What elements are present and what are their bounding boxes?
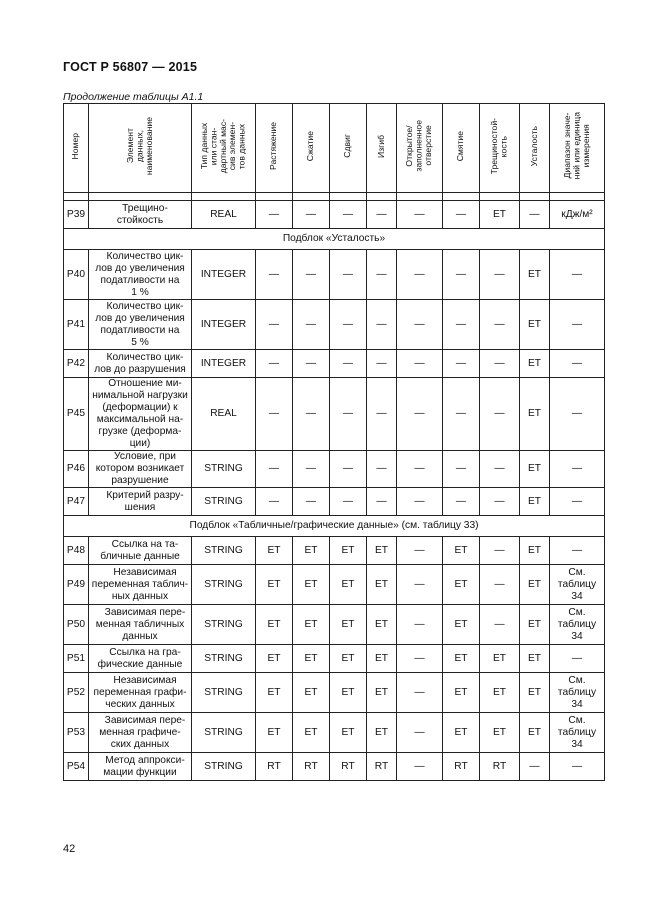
row-number: P53 [64, 713, 89, 753]
property-cell: ET [367, 565, 397, 605]
value-range: — [550, 378, 605, 451]
property-cell: — [397, 451, 443, 488]
property-cell: — [256, 378, 293, 451]
spacer-cell [64, 193, 89, 201]
property-cell: ET [520, 605, 550, 645]
row-number: P42 [64, 350, 89, 378]
subblock-title: Подблок «Табличные/графические данные» (см. таблицу 33) [64, 516, 605, 537]
column-header [397, 104, 443, 193]
column-header-label: Номер [70, 132, 81, 160]
element-name: Ссылка на гра- фические данные [97, 646, 183, 670]
property-cell: — [367, 488, 397, 516]
property-cell: ET [293, 713, 330, 753]
property-cell: RT [256, 753, 293, 781]
table-row [64, 673, 605, 713]
property-cell: ET [480, 713, 520, 753]
requirements-table [63, 103, 605, 781]
property-cell: ET [293, 673, 330, 713]
property-cell: — [443, 201, 480, 229]
property-cell: ET [256, 537, 293, 565]
property-cell: — [256, 250, 293, 300]
property-cell: ET [520, 300, 550, 350]
value-range: — [550, 250, 605, 300]
table-row [64, 488, 605, 516]
value-range: — [550, 753, 605, 781]
data-type: STRING [192, 537, 256, 565]
table-row [64, 451, 605, 488]
row-number: P40 [64, 250, 89, 300]
property-cell: ET [520, 350, 550, 378]
data-type: STRING [192, 673, 256, 713]
column-header [330, 104, 367, 193]
spacer-cell [397, 193, 443, 201]
spacer-cell [192, 193, 256, 201]
data-type: STRING [192, 451, 256, 488]
property-cell: ET [520, 451, 550, 488]
column-header-label: Диапазон значе- ний или единица измерения [561, 112, 591, 180]
property-cell: — [480, 451, 520, 488]
data-type: STRING [192, 488, 256, 516]
row-number: P45 [64, 378, 89, 451]
element-name: Зависимая пере- менная графиче- ских данных [99, 714, 186, 750]
property-cell: — [330, 201, 367, 229]
property-cell: — [480, 605, 520, 645]
property-cell: — [397, 713, 443, 753]
property-cell: ET [330, 713, 367, 753]
value-range: См. таблицу 34 [550, 565, 605, 605]
property-cell: — [367, 378, 397, 451]
property-cell: — [256, 300, 293, 350]
property-cell: RT [330, 753, 367, 781]
property-cell: ET [330, 537, 367, 565]
row-number: P51 [64, 645, 89, 673]
property-cell: — [367, 250, 397, 300]
property-cell: — [480, 378, 520, 451]
property-cell: ET [293, 645, 330, 673]
property-cell: RT [443, 753, 480, 781]
property-cell: — [256, 350, 293, 378]
column-header [192, 104, 256, 193]
element-name: Количество цик- лов до увеличения податливости на 5 % [95, 300, 185, 348]
property-cell: ET [443, 645, 480, 673]
table-row [64, 645, 605, 673]
property-cell: ET [367, 645, 397, 673]
value-range: См. таблицу 34 [550, 605, 605, 645]
property-cell: — [480, 300, 520, 350]
element-name-cell [89, 565, 192, 605]
property-cell: RT [293, 753, 330, 781]
property-cell: — [443, 378, 480, 451]
page-number: 42 [63, 843, 76, 855]
property-cell: ET [256, 645, 293, 673]
table-row [64, 753, 605, 781]
property-cell: ET [256, 565, 293, 605]
property-cell: — [443, 300, 480, 350]
header-spacer-row [64, 193, 605, 201]
property-cell: — [397, 250, 443, 300]
property-cell: ET [480, 673, 520, 713]
value-range: — [550, 488, 605, 516]
row-number: P46 [64, 451, 89, 488]
document-header: ГОСТ Р 56807 — 2015 [63, 60, 198, 74]
data-type: STRING [192, 645, 256, 673]
subblock-title: Подблок «Усталость» [64, 229, 605, 250]
row-number: P52 [64, 673, 89, 713]
property-cell: — [293, 300, 330, 350]
column-header [550, 104, 605, 193]
property-cell: — [397, 673, 443, 713]
element-name: Независимая переменная графи- ческих данных [93, 674, 187, 710]
column-header-label: Усталость [528, 125, 539, 167]
property-cell: ET [256, 673, 293, 713]
column-header-label: Смятие [455, 130, 466, 162]
element-name: Критерий разру- шения [106, 489, 184, 513]
element-name-cell [89, 645, 192, 673]
property-cell: — [443, 488, 480, 516]
element-name-cell [89, 300, 192, 350]
data-type: INTEGER [192, 300, 256, 350]
property-cell: ET [443, 713, 480, 753]
property-cell: ET [443, 537, 480, 565]
element-name: Ссылка на та- бличные данные [100, 538, 180, 562]
property-cell: — [367, 300, 397, 350]
property-cell: ET [367, 537, 397, 565]
data-type: STRING [192, 753, 256, 781]
property-cell: — [397, 537, 443, 565]
element-name: Трещино- стойкость [116, 202, 168, 226]
column-header-label: Открытое/ заполненное отверстие [404, 120, 434, 172]
property-cell: — [293, 378, 330, 451]
column-header-label: Растяжение [268, 122, 279, 170]
spacer-cell [520, 193, 550, 201]
spacer-cell [367, 193, 397, 201]
column-header-label: Сжатие [305, 130, 316, 162]
property-cell: ET [520, 713, 550, 753]
property-cell: ET [480, 201, 520, 229]
table-row [64, 605, 605, 645]
element-name: Условие, при котором возникает разрушение [95, 451, 185, 486]
property-cell: — [397, 645, 443, 673]
property-cell: — [256, 488, 293, 516]
data-type: INTEGER [192, 250, 256, 300]
column-header [480, 104, 520, 193]
table-row [64, 201, 605, 229]
property-cell: — [293, 451, 330, 488]
property-cell: — [397, 753, 443, 781]
data-type: STRING [192, 605, 256, 645]
property-cell: ET [256, 605, 293, 645]
property-cell: — [397, 201, 443, 229]
row-number: P41 [64, 300, 89, 350]
element-name-cell [89, 250, 192, 300]
column-header [256, 104, 293, 193]
element-name-cell [89, 537, 192, 565]
row-number: P54 [64, 753, 89, 781]
table-caption: Продолжение таблицы А1.1 [63, 91, 204, 103]
table-body [64, 193, 605, 781]
column-header-label: Элемент данных, наименование [124, 116, 154, 176]
element-name-cell [89, 350, 192, 378]
element-name-cell [89, 201, 192, 229]
property-cell: — [330, 300, 367, 350]
column-header-label: Сдвиг [342, 134, 353, 158]
spacer-cell [480, 193, 520, 201]
column-header-label: Тип данных или стан- дартный мас- сив элемен- тов данных [198, 118, 247, 174]
property-cell: — [443, 451, 480, 488]
property-cell: — [480, 350, 520, 378]
row-number: P49 [64, 565, 89, 605]
property-cell: — [397, 378, 443, 451]
property-cell: ET [367, 713, 397, 753]
table-header-row [64, 104, 605, 193]
data-type: REAL [192, 378, 256, 451]
element-name-cell [89, 673, 192, 713]
spacer-cell [256, 193, 293, 201]
property-cell: ET [443, 605, 480, 645]
property-cell: — [480, 488, 520, 516]
element-name-cell [89, 451, 192, 488]
spacer-cell [89, 193, 192, 201]
property-cell: RT [480, 753, 520, 781]
row-number: P50 [64, 605, 89, 645]
property-cell: ET [480, 645, 520, 673]
property-cell: — [367, 201, 397, 229]
property-cell: ET [520, 537, 550, 565]
property-cell: RT [367, 753, 397, 781]
property-cell: — [397, 300, 443, 350]
property-cell: ET [330, 565, 367, 605]
table-row [64, 537, 605, 565]
column-header-label: Изгиб [375, 134, 386, 158]
data-type: REAL [192, 201, 256, 229]
table-row [64, 300, 605, 350]
value-range: кДж/м² [550, 201, 605, 229]
property-cell: — [520, 201, 550, 229]
property-cell: — [256, 201, 293, 229]
property-cell: — [293, 250, 330, 300]
column-header-label: Трещиностой- кость [489, 117, 509, 175]
property-cell: — [397, 488, 443, 516]
property-cell: ET [367, 673, 397, 713]
property-cell: ET [443, 565, 480, 605]
property-cell: — [397, 605, 443, 645]
value-range: — [550, 300, 605, 350]
property-cell: — [293, 201, 330, 229]
property-cell: ET [443, 673, 480, 713]
element-name: Зависимая пере- менная табличных данных [95, 606, 186, 642]
element-name: Метод аппрокси- мации функции [103, 754, 185, 778]
property-cell: — [330, 250, 367, 300]
spacer-cell [550, 193, 605, 201]
data-type: INTEGER [192, 350, 256, 378]
value-range: См. таблицу 34 [550, 713, 605, 753]
property-cell: ET [293, 537, 330, 565]
row-number: P47 [64, 488, 89, 516]
property-cell: — [330, 451, 367, 488]
element-name: Отношение ми- нимальной нагрузки (деформации) к максимальной на- грузке (деформа- ции) [92, 378, 188, 449]
property-cell: — [480, 250, 520, 300]
element-name-cell [89, 605, 192, 645]
element-name-cell [89, 753, 192, 781]
column-header [89, 104, 192, 193]
property-cell: — [520, 753, 550, 781]
spacer-cell [443, 193, 480, 201]
table-row [64, 378, 605, 451]
property-cell: ET [520, 250, 550, 300]
property-cell: — [480, 537, 520, 565]
property-cell: — [330, 350, 367, 378]
data-type: STRING [192, 565, 256, 605]
property-cell: ET [520, 565, 550, 605]
element-name: Количество цик- лов до увеличения податливости на 1 % [95, 250, 185, 298]
column-header [520, 104, 550, 193]
subblock-row [64, 229, 605, 250]
spacer-cell [293, 193, 330, 201]
subblock-row [64, 516, 605, 537]
data-type: STRING [192, 713, 256, 753]
element-name-cell [89, 488, 192, 516]
property-cell: — [330, 378, 367, 451]
property-cell: ET [520, 645, 550, 673]
row-number: P48 [64, 537, 89, 565]
column-header [443, 104, 480, 193]
property-cell: — [367, 451, 397, 488]
property-cell: — [367, 350, 397, 378]
property-cell: — [330, 488, 367, 516]
element-name-cell [89, 378, 192, 451]
property-cell: ET [520, 673, 550, 713]
value-range: — [550, 451, 605, 488]
property-cell: ET [330, 645, 367, 673]
value-range: — [550, 537, 605, 565]
value-range: См. таблицу 34 [550, 673, 605, 713]
element-name: Независимая переменная таблич- ных данных [91, 566, 189, 602]
column-header [293, 104, 330, 193]
property-cell: ET [367, 605, 397, 645]
property-cell: ET [256, 713, 293, 753]
row-number: P39 [64, 201, 89, 229]
table-row [64, 250, 605, 300]
table-row [64, 350, 605, 378]
property-cell: ET [520, 488, 550, 516]
column-header [367, 104, 397, 193]
property-cell: — [480, 565, 520, 605]
property-cell: — [293, 350, 330, 378]
property-cell: ET [520, 378, 550, 451]
property-cell: — [443, 250, 480, 300]
property-cell: — [443, 350, 480, 378]
element-name-cell [89, 713, 192, 753]
column-header [64, 104, 89, 193]
property-cell: ET [293, 565, 330, 605]
property-cell: — [256, 451, 293, 488]
table-row [64, 565, 605, 605]
property-cell: — [293, 488, 330, 516]
element-name: Количество цик- лов до разрушения [94, 351, 186, 375]
property-cell: ET [330, 673, 367, 713]
property-cell: — [397, 565, 443, 605]
property-cell: — [397, 350, 443, 378]
value-range: — [550, 645, 605, 673]
property-cell: ET [330, 605, 367, 645]
value-range: — [550, 350, 605, 378]
spacer-cell [330, 193, 367, 201]
property-cell: ET [293, 605, 330, 645]
table-row [64, 713, 605, 753]
